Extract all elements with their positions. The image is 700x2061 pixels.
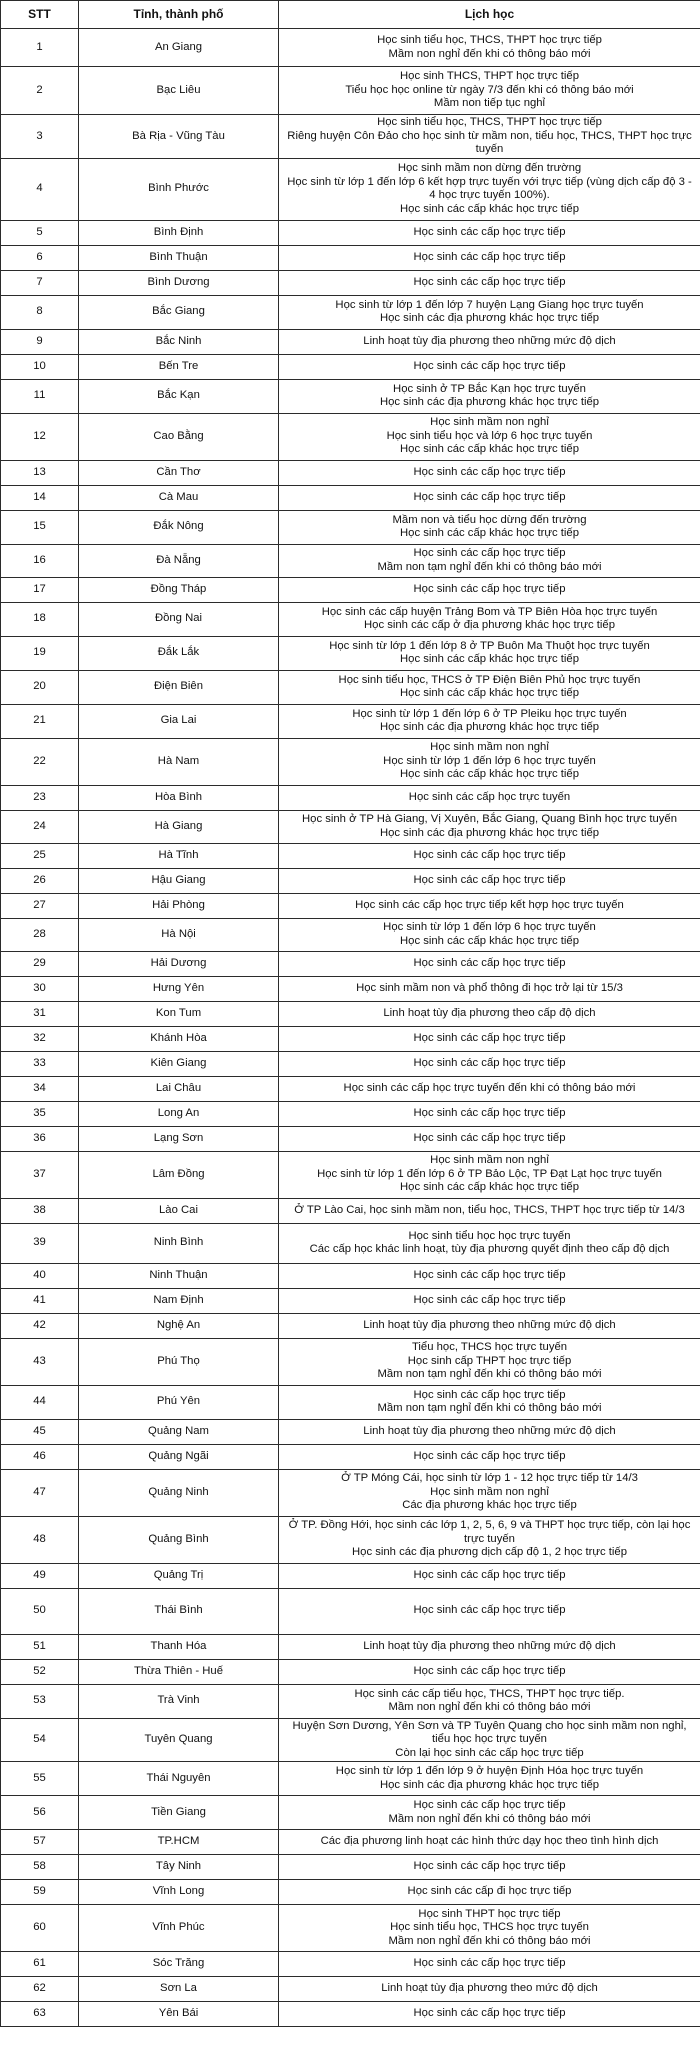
table-row <box>1 460 700 485</box>
cell-stt: 35 <box>1 1101 79 1126</box>
cell-province: Quảng Nam <box>79 1419 279 1444</box>
cell-stt: 54 <box>1 1718 79 1762</box>
cell-stt: 36 <box>1 1126 79 1151</box>
cell-province: Lạng Sơn <box>79 1126 279 1151</box>
cell-province: Quảng Ngãi <box>79 1444 279 1469</box>
cell-schedule: Học sinh ở TP Hà Giang, Vị Xuyên, Bắc Giang, Quang Bình học trực tuyến Học sinh các địa phương khác học trực tiếp <box>279 810 700 843</box>
cell-province: Quảng Bình <box>79 1516 279 1563</box>
cell-stt: 22 <box>1 738 79 785</box>
cell-province: An Giang <box>79 29 279 67</box>
table-row <box>1 1051 700 1076</box>
table-row <box>1 115 700 159</box>
cell-stt: 51 <box>1 1634 79 1659</box>
cell-province: Bắc Kạn <box>79 379 279 413</box>
cell-province: Đắk Lắk <box>79 636 279 670</box>
table-row <box>1 1762 700 1796</box>
cell-province: Khánh Hòa <box>79 1026 279 1051</box>
table-row <box>1 1419 700 1444</box>
table-row <box>1 1338 700 1385</box>
table-row <box>1 602 700 636</box>
cell-stt: 33 <box>1 1051 79 1076</box>
table-row <box>1 1126 700 1151</box>
table-row <box>1 1288 700 1313</box>
header-schedule: Lịch học <box>279 1 700 29</box>
cell-stt: 25 <box>1 843 79 868</box>
cell-province: Thanh Hóa <box>79 1634 279 1659</box>
table-row <box>1 1588 700 1634</box>
cell-schedule: Học sinh các cấp học trực tuyến đến khi có thông báo mới <box>279 1076 700 1101</box>
table-row <box>1 868 700 893</box>
header-stt: STT <box>1 1 79 29</box>
cell-schedule: Học sinh các cấp học trực tiếp <box>279 354 700 379</box>
cell-schedule: Học sinh các cấp học trực tiếp <box>279 1051 700 1076</box>
table-row <box>1 843 700 868</box>
cell-schedule: Học sinh các cấp học trực tiếp <box>279 2002 700 2027</box>
cell-province: Bình Phước <box>79 158 279 220</box>
cell-province: Kon Tum <box>79 1001 279 1026</box>
cell-stt: 21 <box>1 704 79 738</box>
cell-stt: 49 <box>1 1563 79 1588</box>
cell-schedule: Học sinh các cấp học trực tiếp kết hợp học trực tuyến <box>279 893 700 918</box>
table-row <box>1 544 700 577</box>
cell-schedule: Học sinh các cấp học trực tiếp <box>279 245 700 270</box>
cell-stt: 27 <box>1 893 79 918</box>
cell-province: TP.HCM <box>79 1830 279 1855</box>
cell-stt: 63 <box>1 2002 79 2027</box>
cell-province: Hải Phòng <box>79 893 279 918</box>
cell-province: Tuyên Quang <box>79 1718 279 1762</box>
table-row <box>1 1198 700 1223</box>
cell-schedule: Học sinh các cấp học trực tiếp Mầm non tạm nghỉ đến khi có thông báo mới <box>279 1385 700 1419</box>
cell-stt: 48 <box>1 1516 79 1563</box>
cell-schedule: Học sinh mầm non nghỉ Học sinh từ lớp 1 đến lớp 6 ở TP Bảo Lộc, TP Đạt Lạt học trực tuyến Học sinh các cấp khác học trực tiếp <box>279 1151 700 1198</box>
cell-schedule: Học sinh các cấp học trực tiếp <box>279 220 700 245</box>
cell-stt: 2 <box>1 67 79 115</box>
cell-province: Sóc Trăng <box>79 1952 279 1977</box>
table-row <box>1 1718 700 1762</box>
cell-province: Nghệ An <box>79 1313 279 1338</box>
cell-schedule: Học sinh các cấp học trực tiếp <box>279 1026 700 1051</box>
table-row <box>1 1385 700 1419</box>
cell-stt: 31 <box>1 1001 79 1026</box>
cell-province: Trà Vinh <box>79 1684 279 1718</box>
cell-province: Đồng Nai <box>79 602 279 636</box>
cell-stt: 15 <box>1 510 79 544</box>
cell-schedule: Học sinh mầm non nghỉ Học sinh tiểu học và lớp 6 học trực tuyến Học sinh các cấp khác học trực tiếp <box>279 413 700 460</box>
cell-stt: 37 <box>1 1151 79 1198</box>
cell-province: Phú Thọ <box>79 1338 279 1385</box>
cell-province: Long An <box>79 1101 279 1126</box>
cell-schedule: Học sinh ở TP Bắc Kạn học trực tuyến Học sinh các địa phương khác học trực tiếp <box>279 379 700 413</box>
cell-stt: 43 <box>1 1338 79 1385</box>
cell-stt: 1 <box>1 29 79 67</box>
cell-stt: 8 <box>1 295 79 329</box>
cell-stt: 39 <box>1 1223 79 1263</box>
cell-stt: 61 <box>1 1952 79 1977</box>
cell-schedule: Linh hoạt tùy địa phương theo cấp độ dịch <box>279 1001 700 1026</box>
cell-stt: 13 <box>1 460 79 485</box>
cell-schedule: Học sinh mầm non nghỉ Học sinh từ lớp 1 đến lớp 6 học trực tuyến Học sinh các cấp khác học trực tiếp <box>279 738 700 785</box>
cell-province: Hậu Giang <box>79 868 279 893</box>
cell-stt: 29 <box>1 951 79 976</box>
cell-stt: 60 <box>1 1905 79 1952</box>
table-row <box>1 379 700 413</box>
cell-schedule: Học sinh các cấp học trực tiếp <box>279 1101 700 1126</box>
cell-province: Hà Giang <box>79 810 279 843</box>
cell-province: Tây Ninh <box>79 1855 279 1880</box>
cell-schedule: Học sinh từ lớp 1 đến lớp 8 ở TP Buôn Ma Thuột học trực tuyến Học sinh các cấp khác học trực tiếp <box>279 636 700 670</box>
table-row <box>1 670 700 704</box>
cell-province: Bến Tre <box>79 354 279 379</box>
cell-schedule: Học sinh tiểu học học trực tuyến Các cấp học khác linh hoạt, tùy địa phương quyết định theo cấp độ dịch <box>279 1223 700 1263</box>
cell-stt: 6 <box>1 245 79 270</box>
table-row <box>1 893 700 918</box>
cell-province: Lai Châu <box>79 1076 279 1101</box>
table-row <box>1 918 700 951</box>
cell-province: Hà Nam <box>79 738 279 785</box>
cell-province: Hà Nội <box>79 918 279 951</box>
cell-schedule: Học sinh THCS, THPT học trực tiếp Tiểu học học online từ ngày 7/3 đến khi có thông báo mới Mầm non tiếp tục nghỉ <box>279 67 700 115</box>
cell-schedule: Huyện Sơn Dương, Yên Sơn và TP Tuyên Quang cho học sinh mầm non nghỉ, tiểu học học trực tuyến Còn lại học sinh các cấp học trực tiếp <box>279 1718 700 1762</box>
table-row <box>1 329 700 354</box>
table-row <box>1 738 700 785</box>
cell-schedule: Học sinh mầm non dừng đến trường Học sinh từ lớp 1 đến lớp 6 kết hợp trực tuyến với trực tiếp (vùng dịch cấp độ 3 - 4 học trực tuyến 100%). Học sinh các cấp khác học trực tiếp <box>279 158 700 220</box>
cell-province: Bình Thuận <box>79 245 279 270</box>
table-row <box>1 1855 700 1880</box>
cell-province: Đắk Nông <box>79 510 279 544</box>
cell-stt: 20 <box>1 670 79 704</box>
cell-province: Thái Nguyên <box>79 1762 279 1796</box>
cell-stt: 59 <box>1 1880 79 1905</box>
cell-stt: 32 <box>1 1026 79 1051</box>
cell-schedule: Mầm non và tiểu học dừng đến trường Học sinh các cấp khác học trực tiếp <box>279 510 700 544</box>
cell-schedule: Học sinh mầm non và phổ thông đi học trở lại từ 15/3 <box>279 976 700 1001</box>
cell-stt: 57 <box>1 1830 79 1855</box>
cell-schedule: Ở TP. Đồng Hới, học sinh các lớp 1, 2, 5, 6, 9 và THPT học trực tiếp, còn lại học trực tuyến Học sinh các địa phương dịch cấp độ 1, 2 học trực tiếp <box>279 1516 700 1563</box>
cell-province: Thừa Thiên - Huế <box>79 1659 279 1684</box>
cell-schedule: Học sinh các cấp học trực tiếp Mầm non nghỉ đến khi có thông báo mới <box>279 1796 700 1830</box>
cell-stt: 58 <box>1 1855 79 1880</box>
table-row <box>1 1444 700 1469</box>
cell-stt: 18 <box>1 602 79 636</box>
cell-schedule: Học sinh các cấp học trực tiếp <box>279 868 700 893</box>
cell-province: Bình Dương <box>79 270 279 295</box>
table-row <box>1 704 700 738</box>
cell-schedule: Học sinh từ lớp 1 đến lớp 7 huyện Lạng Giang học trực tuyến Học sinh các địa phương khác học trực tiếp <box>279 295 700 329</box>
cell-schedule: Học sinh các cấp đi học trực tiếp <box>279 1880 700 1905</box>
table-row <box>1 1076 700 1101</box>
cell-stt: 42 <box>1 1313 79 1338</box>
table-row <box>1 1634 700 1659</box>
table-row <box>1 577 700 602</box>
cell-schedule: Học sinh các cấp học trực tiếp <box>279 1444 700 1469</box>
cell-schedule: Học sinh các cấp học trực tiếp <box>279 1563 700 1588</box>
cell-schedule: Ở TP Lào Cai, học sinh mầm non, tiểu học, THCS, THPT học trực tiếp từ 14/3 <box>279 1198 700 1223</box>
table-row <box>1 1952 700 1977</box>
cell-stt: 24 <box>1 810 79 843</box>
table-row <box>1 29 700 67</box>
cell-province: Điện Biên <box>79 670 279 704</box>
table-row <box>1 413 700 460</box>
cell-stt: 53 <box>1 1684 79 1718</box>
table-row <box>1 270 700 295</box>
cell-schedule: Học sinh từ lớp 1 đến lớp 6 ở TP Pleiku học trực tuyến Học sinh các địa phương khác học trực tiếp <box>279 704 700 738</box>
cell-stt: 45 <box>1 1419 79 1444</box>
cell-stt: 50 <box>1 1588 79 1634</box>
cell-stt: 41 <box>1 1288 79 1313</box>
table-row <box>1 158 700 220</box>
cell-province: Vĩnh Long <box>79 1880 279 1905</box>
cell-stt: 46 <box>1 1444 79 1469</box>
table-row <box>1 1977 700 2002</box>
cell-schedule: Ở TP Móng Cái, học sinh từ lớp 1 - 12 học trực tiếp từ 14/3 Học sinh mầm non nghỉ Các địa phương khác học trực tiếp <box>279 1469 700 1516</box>
cell-schedule: Linh hoạt tùy địa phương theo mức độ dịch <box>279 1977 700 2002</box>
cell-stt: 19 <box>1 636 79 670</box>
cell-stt: 12 <box>1 413 79 460</box>
cell-province: Gia Lai <box>79 704 279 738</box>
cell-province: Sơn La <box>79 1977 279 2002</box>
cell-schedule: Học sinh các cấp học trực tiếp <box>279 1588 700 1634</box>
cell-stt: 3 <box>1 115 79 159</box>
cell-province: Bắc Ninh <box>79 329 279 354</box>
table-row <box>1 1516 700 1563</box>
table-row <box>1 1101 700 1126</box>
cell-schedule: Học sinh các cấp học trực tiếp Mầm non tạm nghỉ đến khi có thông báo mới <box>279 544 700 577</box>
cell-schedule: Học sinh từ lớp 1 đến lớp 6 học trực tuyến Học sinh các cấp khác học trực tiếp <box>279 918 700 951</box>
cell-schedule: Tiểu học, THCS học trực tuyến Học sinh cấp THPT học trực tiếp Mầm non tạm nghỉ đến khi có thông báo mới <box>279 1338 700 1385</box>
cell-stt: 62 <box>1 1977 79 2002</box>
cell-stt: 14 <box>1 485 79 510</box>
cell-stt: 55 <box>1 1762 79 1796</box>
cell-schedule: Linh hoạt tùy địa phương theo những mức độ dịch <box>279 1419 700 1444</box>
cell-province: Hà Tĩnh <box>79 843 279 868</box>
table-row <box>1 1026 700 1051</box>
table-row <box>1 1659 700 1684</box>
cell-province: Quảng Ninh <box>79 1469 279 1516</box>
cell-province: Vĩnh Phúc <box>79 1905 279 1952</box>
cell-stt: 52 <box>1 1659 79 1684</box>
cell-province: Hưng Yên <box>79 976 279 1001</box>
cell-stt: 11 <box>1 379 79 413</box>
table-row <box>1 220 700 245</box>
cell-stt: 16 <box>1 544 79 577</box>
table-row <box>1 354 700 379</box>
cell-province: Bạc Liêu <box>79 67 279 115</box>
table-row <box>1 1684 700 1718</box>
cell-schedule: Học sinh các cấp học trực tiếp <box>279 460 700 485</box>
cell-schedule: Học sinh các cấp tiểu học, THCS, THPT học trực tiếp. Mầm non nghỉ đến khi có thông báo mới <box>279 1684 700 1718</box>
table-row <box>1 636 700 670</box>
cell-schedule: Học sinh các cấp học trực tiếp <box>279 951 700 976</box>
cell-province: Cao Bằng <box>79 413 279 460</box>
table-row <box>1 1469 700 1516</box>
cell-schedule: Học sinh các cấp học trực tuyến <box>279 785 700 810</box>
table-row <box>1 951 700 976</box>
cell-stt: 7 <box>1 270 79 295</box>
cell-province: Đà Nẵng <box>79 544 279 577</box>
cell-schedule: Học sinh các cấp học trực tiếp <box>279 1263 700 1288</box>
cell-stt: 34 <box>1 1076 79 1101</box>
cell-schedule: Học sinh các cấp học trực tiếp <box>279 1659 700 1684</box>
table-row <box>1 976 700 1001</box>
cell-schedule: Học sinh tiểu học, THCS, THPT học trực tiếp Riêng huyện Côn Đảo cho học sinh từ mầm non, tiểu học, THCS, THPT học trực tuyến <box>279 115 700 159</box>
cell-schedule: Học sinh các cấp học trực tiếp <box>279 577 700 602</box>
cell-schedule: Học sinh các cấp học trực tiếp <box>279 270 700 295</box>
cell-schedule: Linh hoạt tùy địa phương theo những mức độ dịch <box>279 329 700 354</box>
table-row <box>1 2002 700 2027</box>
cell-schedule: Học sinh tiểu học, THCS, THPT học trực tiếp Mầm non nghỉ đến khi có thông báo mới <box>279 29 700 67</box>
cell-stt: 23 <box>1 785 79 810</box>
table-row <box>1 1905 700 1952</box>
cell-stt: 30 <box>1 976 79 1001</box>
header-row <box>1 1 700 29</box>
cell-stt: 4 <box>1 158 79 220</box>
cell-schedule: Học sinh THPT học trực tiếp Học sinh tiểu học, THCS học trực tuyến Mầm non nghỉ đến khi có thông báo mới <box>279 1905 700 1952</box>
table-row <box>1 1001 700 1026</box>
cell-stt: 26 <box>1 868 79 893</box>
cell-schedule: Học sinh tiểu học, THCS ở TP Điện Biên Phủ học trực tuyến Học sinh các cấp khác học trực tiếp <box>279 670 700 704</box>
table-row <box>1 510 700 544</box>
cell-province: Ninh Bình <box>79 1223 279 1263</box>
cell-province: Bình Định <box>79 220 279 245</box>
cell-schedule: Linh hoạt tùy địa phương theo những mức độ dịch <box>279 1634 700 1659</box>
cell-province: Phú Yên <box>79 1385 279 1419</box>
cell-stt: 44 <box>1 1385 79 1419</box>
cell-province: Quảng Trị <box>79 1563 279 1588</box>
cell-province: Đồng Tháp <box>79 577 279 602</box>
table-row <box>1 1151 700 1198</box>
cell-schedule: Học sinh các cấp học trực tiếp <box>279 1855 700 1880</box>
cell-province: Lâm Đồng <box>79 1151 279 1198</box>
cell-stt: 28 <box>1 918 79 951</box>
cell-schedule: Học sinh các cấp học trực tiếp <box>279 485 700 510</box>
cell-province: Kiên Giang <box>79 1051 279 1076</box>
cell-schedule: Học sinh các cấp học trực tiếp <box>279 1952 700 1977</box>
table-row <box>1 295 700 329</box>
table-row <box>1 810 700 843</box>
cell-schedule: Học sinh các cấp học trực tiếp <box>279 1288 700 1313</box>
table-row <box>1 245 700 270</box>
cell-stt: 5 <box>1 220 79 245</box>
cell-province: Lào Cai <box>79 1198 279 1223</box>
cell-stt: 56 <box>1 1796 79 1830</box>
cell-schedule: Học sinh từ lớp 1 đến lớp 9 ở huyện Định Hóa học trực tuyến Học sinh các địa phương khác học trực tiếp <box>279 1762 700 1796</box>
table-row <box>1 1263 700 1288</box>
cell-schedule: Học sinh các cấp huyện Trảng Bom và TP Biên Hòa học trực tuyến Học sinh các cấp ở địa phương khác học trực tiếp <box>279 602 700 636</box>
cell-province: Thái Bình <box>79 1588 279 1634</box>
cell-stt: 38 <box>1 1198 79 1223</box>
cell-province: Cần Thơ <box>79 460 279 485</box>
cell-province: Ninh Thuận <box>79 1263 279 1288</box>
table-row <box>1 1313 700 1338</box>
table-row <box>1 67 700 115</box>
cell-stt: 10 <box>1 354 79 379</box>
cell-schedule: Học sinh các cấp học trực tiếp <box>279 1126 700 1151</box>
table-row <box>1 1563 700 1588</box>
cell-stt: 40 <box>1 1263 79 1288</box>
table-row <box>1 485 700 510</box>
cell-province: Nam Định <box>79 1288 279 1313</box>
cell-stt: 47 <box>1 1469 79 1516</box>
header-province: Tỉnh, thành phố <box>79 1 279 29</box>
cell-schedule: Linh hoạt tùy địa phương theo những mức độ dịch <box>279 1313 700 1338</box>
cell-province: Yên Bái <box>79 2002 279 2027</box>
cell-province: Hòa Bình <box>79 785 279 810</box>
cell-province: Tiền Giang <box>79 1796 279 1830</box>
cell-stt: 17 <box>1 577 79 602</box>
table-row <box>1 1880 700 1905</box>
cell-province: Cà Mau <box>79 485 279 510</box>
table-row <box>1 1796 700 1830</box>
cell-stt: 9 <box>1 329 79 354</box>
cell-schedule: Các địa phương linh hoạt các hình thức dạy học theo tình hình dịch <box>279 1830 700 1855</box>
table-row <box>1 1223 700 1263</box>
cell-schedule: Học sinh các cấp học trực tiếp <box>279 843 700 868</box>
table-row <box>1 1830 700 1855</box>
cell-province: Hải Dương <box>79 951 279 976</box>
cell-province: Bà Rịa - Vũng Tàu <box>79 115 279 159</box>
table-row <box>1 785 700 810</box>
cell-province: Bắc Giang <box>79 295 279 329</box>
